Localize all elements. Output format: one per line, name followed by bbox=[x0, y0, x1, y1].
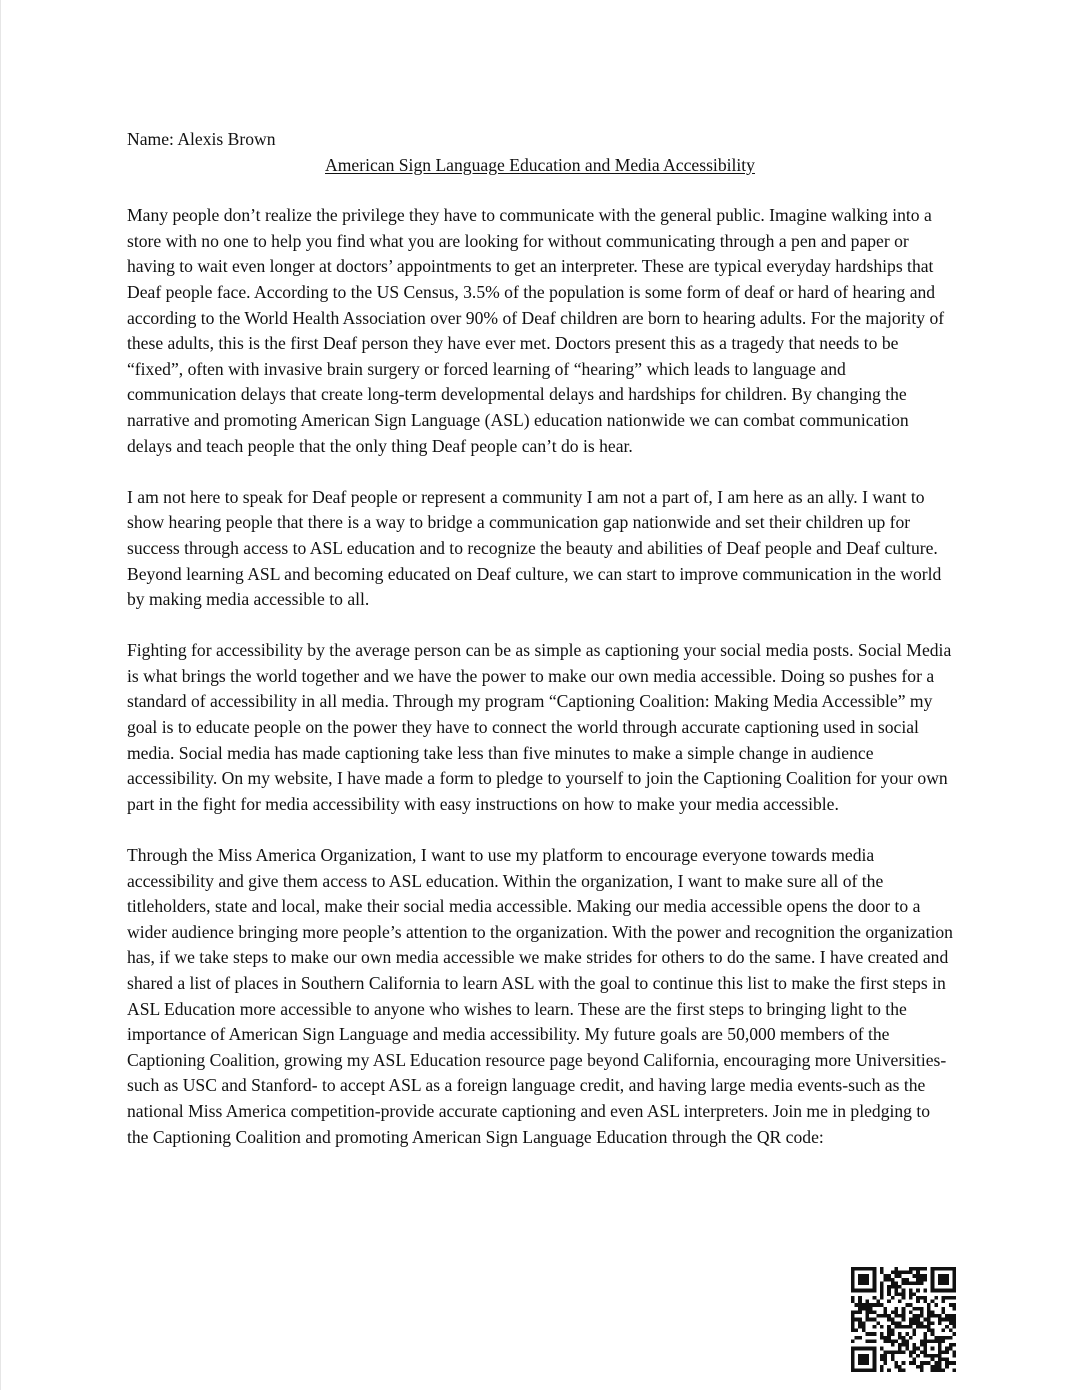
paragraph-3: Fighting for accessibility by the average person can be as simple as captioning your social media posts. Social Media is what brings the world together and we have the power to make our own media accessible. Doing so pushes for a standard of accessibility in all media. Through my program “Captioning Coalition: Making Media Accessible” my goal is to educate people on the power they have to connect the world through accurate captioning used in social media. Social media has made captioning take less than five minutes to make a simple change in audience accessibility. On my website, I have made a form to pledge to yourself to join the Captioning Coalition for your own part in the fight for media accessibility with easy instructions on how to make your media accessible. bbox=[127, 640, 952, 814]
paragraph-1: Many people don’t realize the privilege they have to communicate with the general public. Imagine walking into a store with no one to help you find what you are looking for without communicating through a pen and paper or having to wait even longer at doctors’ appointments to get an interpreter. These are typical everyday hardships that Deaf people face. According to the US Census, 3.5% of the population is some form of deaf or hard of hearing and according to the World Health Association over 90% of Deaf children are born to hearing adults. For the majority of these adults, this is the first Deaf person they have ever met. Doctors present this as a tragedy that needs to be “fixed”, often with invasive brain surgery or forced learning of “hearing” which leads to language and communication delays that create long-term developmental delays and hardships for children. By changing the narrative and promoting American Sign Language (ASL) education nationwide we can combat communication delays and teach people that the only thing Deaf people can’t do is hear. bbox=[127, 205, 945, 456]
author-name: Name: Alexis Brown bbox=[127, 129, 276, 149]
paragraph-4: Through the Miss America Organization, I want to use my platform to encourage everyone towards media accessibility and give them access to ASL education. Within the organization, I want to make sure all of the titleholders, state and local, make their social media accessible. Making our media accessible opens the door to a wider audience bringing more people’s attention to the organization. With the power and recognition the organization has, if we take steps to make our own media accessible we make strides for others to do the same. I have created and shared a list of places in Southern California to learn ASL with the goal to continue this list to make the first steps in ASL Education more accessible to anyone who wishes to learn. These are the first steps to bringing light to the importance of American Sign Language and media accessibility. My future goals are 50,000 members of the Captioning Coalition, growing my ASL Education resource page beyond California, encouraging more Universities- such as USC and Stanford- to accept ASL as a foreign language credit, and having large media events-such as the national Miss America competition-provide accurate captioning and even ASL interpreters. Join me in pledging to the Captioning Coalition and promoting American Sign Language Education through the QR code: bbox=[127, 845, 953, 1147]
paragraph-2: I am not here to speak for Deaf people or represent a community I am not a part of, I am here as an ally. I want to show hearing people that there is a way to bridge a communication gap nationwide and set their children up for success through access to ASL education and to recognize the beauty and abilities of Deaf people and Deaf culture. Beyond learning ASL and becoming educated on Deaf culture, we can start to improve communication in the world by making media accessible to all. bbox=[127, 486, 942, 610]
document-body bbox=[127, 127, 953, 1150]
document-title: American Sign Language Education and Media Accessibility bbox=[325, 154, 755, 175]
qr-code-graphic bbox=[851, 1267, 956, 1372]
qr-code-icon[interactable] bbox=[851, 1267, 956, 1372]
